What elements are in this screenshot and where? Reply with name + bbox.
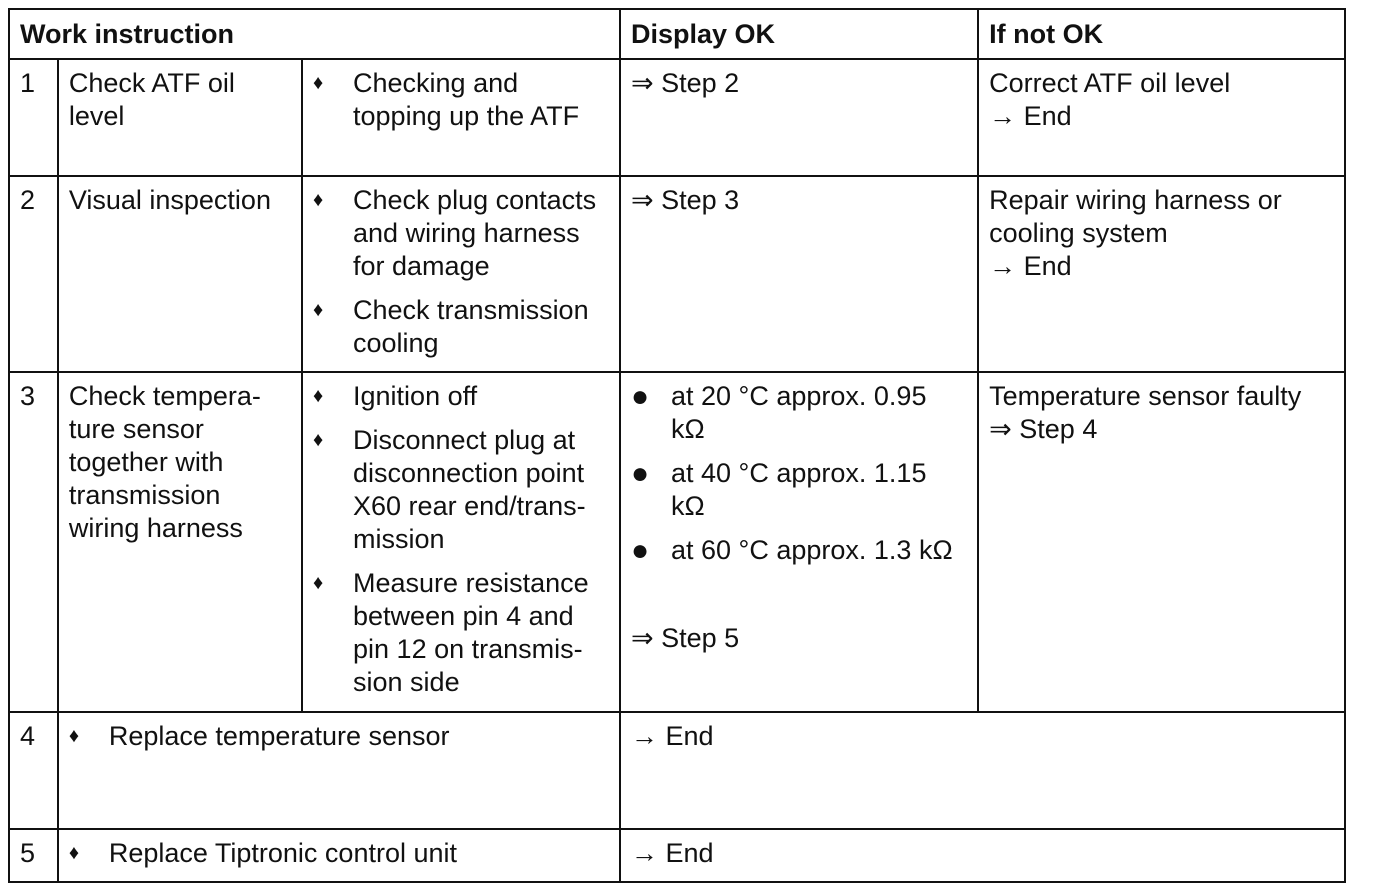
action-item: ♦ Checking and topping up the ATF xyxy=(313,68,580,131)
step-actions xyxy=(302,59,620,176)
resistance-value: ● at 60 °C approx. 1.3 kΩ xyxy=(631,534,953,567)
header-if-not-ok: If not OK xyxy=(978,9,1345,59)
step-actions xyxy=(302,372,620,712)
resistance-value: ● at 20 °C approx. 0.95 kΩ xyxy=(631,380,927,444)
step-number: 2 xyxy=(9,176,58,372)
action-item: ♦ Check plug contacts and wiring harness for damage xyxy=(313,185,597,281)
ok-next-step: Step 2 xyxy=(661,68,740,98)
display-ok-cell xyxy=(620,59,978,176)
diamond-bullet-icon: ♦ xyxy=(313,385,324,407)
display-ok-cell xyxy=(620,372,978,712)
diamond-bullet-icon: ♦ xyxy=(313,429,324,451)
table-row-4 xyxy=(9,712,1345,829)
dot-bullet-icon: ● xyxy=(631,534,650,567)
implies-arrow-icon: ⇒ xyxy=(989,414,1012,444)
right-arrow-icon: → xyxy=(989,101,1017,131)
header-display-ok: Display OK xyxy=(620,9,978,59)
ok-next-step: Step 3 xyxy=(661,185,740,215)
header-work-instruction: Work instruction xyxy=(9,9,620,59)
step-actions xyxy=(302,176,620,372)
step-name: Check tempera-ture sensor together with transmission wiring harness xyxy=(58,372,302,712)
implies-arrow-icon: ⇒ xyxy=(631,68,654,98)
action-item: ♦ Measure resistance between pin 4 and pin 12 on transmis-sion side xyxy=(313,568,589,697)
table-row-1 xyxy=(9,59,1345,176)
step-number: 1 xyxy=(9,59,58,176)
right-arrow-icon: → xyxy=(631,721,658,751)
diamond-bullet-icon: ♦ xyxy=(313,189,324,211)
dot-bullet-icon: ● xyxy=(631,380,650,413)
right-arrow-icon: → xyxy=(631,838,658,868)
diamond-bullet-icon: ♦ xyxy=(68,725,80,747)
header-row xyxy=(9,9,1345,59)
diamond-bullet-icon: ♦ xyxy=(313,299,324,321)
step-name: Visual inspection xyxy=(58,176,302,372)
ok-next-step: Step 5 xyxy=(661,623,740,653)
dot-bullet-icon: ● xyxy=(631,457,650,490)
step-number: 5 xyxy=(9,829,58,882)
implies-arrow-icon: ⇒ xyxy=(631,623,654,653)
if-not-ok-cell: Repair wiring harness or cooling system → End xyxy=(978,176,1345,372)
action-item: ♦ Ignition off xyxy=(313,381,478,411)
step-actions xyxy=(58,829,620,882)
if-not-ok-cell: Correct ATF oil level → End xyxy=(978,59,1345,176)
display-ok-cell: → End xyxy=(620,712,1345,829)
action-item: ♦ Replace Tiptronic control unit xyxy=(68,838,458,868)
diamond-bullet-icon: ♦ xyxy=(68,842,80,864)
display-ok-cell xyxy=(620,176,978,372)
step-name: Check ATF oil level xyxy=(58,59,302,176)
table-row-2 xyxy=(9,176,1345,372)
work-instruction-table xyxy=(8,8,1346,883)
right-arrow-icon: → xyxy=(989,251,1017,281)
action-item: ♦ Disconnect plug at disconnection point X60 rear end/trans-mission xyxy=(313,425,586,554)
action-item: ♦ Check transmission cooling xyxy=(313,295,589,358)
diamond-bullet-icon: ♦ xyxy=(313,72,324,94)
table-row-5 xyxy=(9,829,1345,882)
implies-arrow-icon: ⇒ xyxy=(631,185,654,215)
step-number: 4 xyxy=(9,712,58,829)
step-number: 3 xyxy=(9,372,58,712)
table-row-3 xyxy=(9,372,1345,712)
if-not-ok-cell: Temperature sensor faulty ⇒ Step 4 xyxy=(978,372,1345,712)
display-ok-cell: → End xyxy=(620,829,1345,882)
resistance-value: ● at 40 °C approx. 1.15 kΩ xyxy=(631,457,927,521)
action-item: ♦ Replace temperature sensor xyxy=(68,721,450,751)
step-actions xyxy=(58,712,620,829)
diamond-bullet-icon: ♦ xyxy=(313,572,324,594)
